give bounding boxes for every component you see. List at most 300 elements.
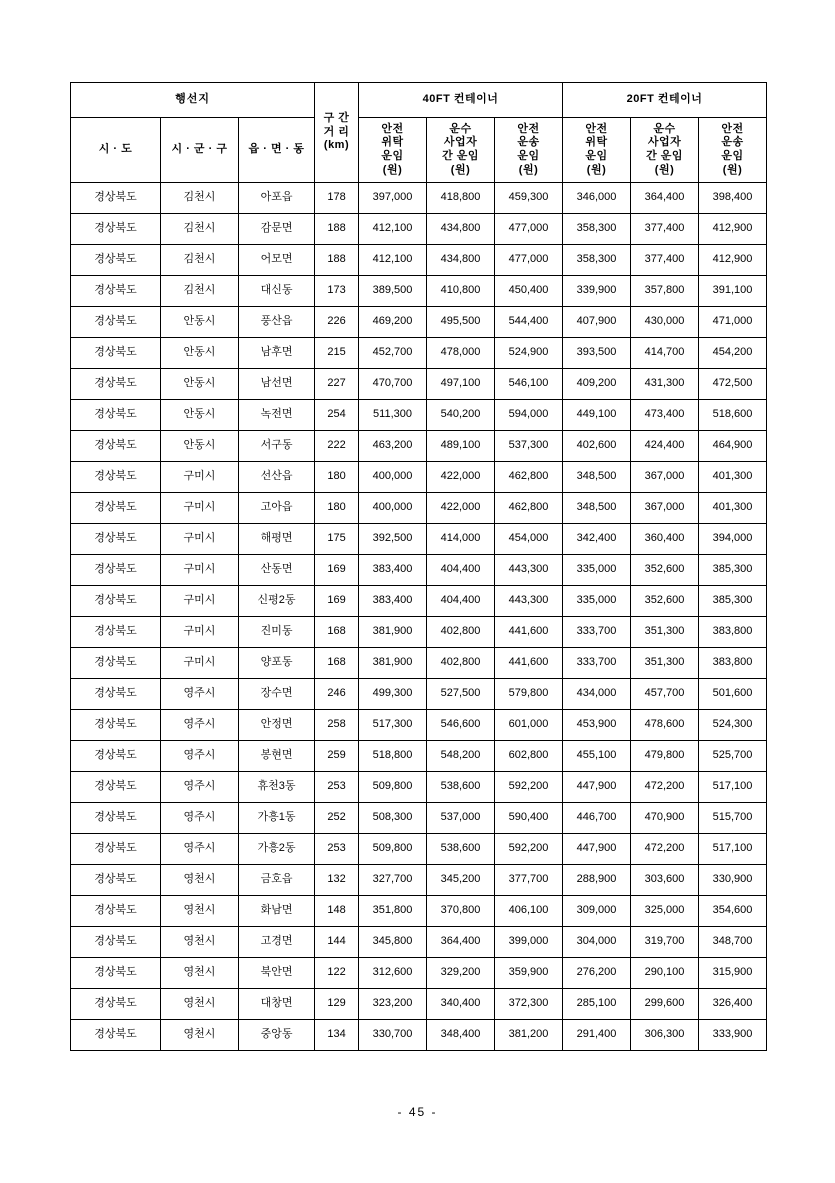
cell-40ft-carrier-fare: 546,600 bbox=[427, 710, 495, 741]
cell-distance: 188 bbox=[315, 245, 359, 276]
cell-eupmyeondong: 감문면 bbox=[239, 214, 315, 245]
cell-20ft-carrier-fare: 470,900 bbox=[631, 803, 699, 834]
cell-20ft-carrier-fare: 430,000 bbox=[631, 307, 699, 338]
cell-40ft-carrier-fare: 422,000 bbox=[427, 493, 495, 524]
table-row bbox=[71, 214, 767, 245]
cell-40ft-safe-trust-fare: 397,000 bbox=[359, 183, 427, 214]
cell-distance: 258 bbox=[315, 710, 359, 741]
cell-20ft-safe-trust-fare: 402,600 bbox=[563, 431, 631, 462]
table-row bbox=[71, 245, 767, 276]
cell-40ft-carrier-fare: 497,100 bbox=[427, 369, 495, 400]
cell-sido: 경상북도 bbox=[71, 245, 161, 276]
cell-20ft-carrier-fare: 360,400 bbox=[631, 524, 699, 555]
cell-eupmyeondong: 대신동 bbox=[239, 276, 315, 307]
cell-20ft-safe-transport-fare: 348,700 bbox=[699, 927, 767, 958]
cell-sigungu: 김천시 bbox=[161, 214, 239, 245]
cell-distance: 188 bbox=[315, 214, 359, 245]
cell-40ft-safe-transport-fare: 592,200 bbox=[495, 834, 563, 865]
label-line: 간 운임 bbox=[646, 150, 683, 162]
cell-sigungu: 김천시 bbox=[161, 183, 239, 214]
cell-distance: 215 bbox=[315, 338, 359, 369]
cell-20ft-safe-transport-fare: 401,300 bbox=[699, 462, 767, 493]
cell-sido: 경상북도 bbox=[71, 524, 161, 555]
cell-distance: 122 bbox=[315, 958, 359, 989]
cell-40ft-safe-transport-fare: 399,000 bbox=[495, 927, 563, 958]
cell-distance: 134 bbox=[315, 1020, 359, 1051]
cell-20ft-safe-transport-fare: 501,600 bbox=[699, 679, 767, 710]
cell-20ft-safe-trust-fare: 339,900 bbox=[563, 276, 631, 307]
cell-20ft-carrier-fare: 472,200 bbox=[631, 834, 699, 865]
cell-sido: 경상북도 bbox=[71, 555, 161, 586]
page-number: - 45 - bbox=[397, 1105, 438, 1119]
cell-20ft-carrier-fare: 351,300 bbox=[631, 648, 699, 679]
cell-20ft-carrier-fare: 352,600 bbox=[631, 586, 699, 617]
table-row bbox=[71, 555, 767, 586]
cell-20ft-safe-transport-fare: 354,600 bbox=[699, 896, 767, 927]
cell-20ft-safe-trust-fare: 333,700 bbox=[563, 648, 631, 679]
cell-sigungu: 안동시 bbox=[161, 338, 239, 369]
cell-40ft-safe-trust-fare: 518,800 bbox=[359, 741, 427, 772]
cell-40ft-safe-trust-fare: 463,200 bbox=[359, 431, 427, 462]
cell-distance: 169 bbox=[315, 555, 359, 586]
cell-20ft-safe-trust-fare: 407,900 bbox=[563, 307, 631, 338]
cell-40ft-carrier-fare: 345,200 bbox=[427, 865, 495, 896]
cell-distance: 253 bbox=[315, 834, 359, 865]
cell-20ft-safe-transport-fare: 385,300 bbox=[699, 586, 767, 617]
cell-40ft-safe-transport-fare: 462,800 bbox=[495, 493, 563, 524]
cell-20ft-safe-transport-fare: 471,000 bbox=[699, 307, 767, 338]
cell-20ft-carrier-fare: 414,700 bbox=[631, 338, 699, 369]
cell-40ft-safe-transport-fare: 594,000 bbox=[495, 400, 563, 431]
header-sido: 시 · 도 bbox=[71, 118, 161, 183]
cell-distance: 148 bbox=[315, 896, 359, 927]
label-line: 안전 bbox=[721, 122, 744, 135]
cell-40ft-carrier-fare: 404,400 bbox=[427, 586, 495, 617]
cell-20ft-safe-transport-fare: 517,100 bbox=[699, 772, 767, 803]
cell-20ft-safe-trust-fare: 434,000 bbox=[563, 679, 631, 710]
cell-sigungu: 구미시 bbox=[161, 648, 239, 679]
cell-sigungu: 구미시 bbox=[161, 586, 239, 617]
label-line: (원) bbox=[382, 163, 403, 176]
header-distance-line1: 구 간 bbox=[323, 111, 350, 124]
header-destination-group: 행선지 bbox=[71, 83, 315, 118]
cell-40ft-safe-trust-fare: 383,400 bbox=[359, 586, 427, 617]
cell-20ft-safe-trust-fare: 446,700 bbox=[563, 803, 631, 834]
cell-40ft-safe-trust-fare: 312,600 bbox=[359, 958, 427, 989]
cell-20ft-safe-transport-fare: 454,200 bbox=[699, 338, 767, 369]
cell-20ft-safe-transport-fare: 326,400 bbox=[699, 989, 767, 1020]
cell-40ft-safe-transport-fare: 454,000 bbox=[495, 524, 563, 555]
cell-20ft-safe-transport-fare: 525,700 bbox=[699, 741, 767, 772]
cell-sido: 경상북도 bbox=[71, 276, 161, 307]
cell-sigungu: 안동시 bbox=[161, 431, 239, 462]
cell-20ft-safe-transport-fare: 464,900 bbox=[699, 431, 767, 462]
cell-20ft-safe-trust-fare: 288,900 bbox=[563, 865, 631, 896]
table-row bbox=[71, 400, 767, 431]
cell-40ft-safe-transport-fare: 459,300 bbox=[495, 183, 563, 214]
cell-40ft-carrier-fare: 348,400 bbox=[427, 1020, 495, 1051]
table-row bbox=[71, 896, 767, 927]
cell-sigungu: 영주시 bbox=[161, 772, 239, 803]
cell-40ft-safe-trust-fare: 345,800 bbox=[359, 927, 427, 958]
cell-40ft-safe-transport-fare: 579,800 bbox=[495, 679, 563, 710]
cell-eupmyeondong: 남선면 bbox=[239, 369, 315, 400]
cell-sigungu: 안동시 bbox=[161, 400, 239, 431]
cell-40ft-safe-trust-fare: 470,700 bbox=[359, 369, 427, 400]
label-line: 운임 bbox=[585, 150, 608, 162]
cell-40ft-carrier-fare: 410,800 bbox=[427, 276, 495, 307]
cell-40ft-carrier-fare: 537,000 bbox=[427, 803, 495, 834]
cell-eupmyeondong: 서구동 bbox=[239, 431, 315, 462]
cell-sido: 경상북도 bbox=[71, 896, 161, 927]
label-line: 운임 bbox=[381, 150, 404, 162]
cell-sigungu: 영천시 bbox=[161, 927, 239, 958]
cell-distance: 175 bbox=[315, 524, 359, 555]
cell-40ft-safe-trust-fare: 327,700 bbox=[359, 865, 427, 896]
cell-40ft-carrier-fare: 538,600 bbox=[427, 834, 495, 865]
cell-40ft-safe-transport-fare: 524,900 bbox=[495, 338, 563, 369]
cell-40ft-safe-trust-fare: 330,700 bbox=[359, 1020, 427, 1051]
table-row bbox=[71, 741, 767, 772]
table-row bbox=[71, 276, 767, 307]
cell-40ft-carrier-fare: 495,500 bbox=[427, 307, 495, 338]
cell-sido: 경상북도 bbox=[71, 865, 161, 896]
cell-40ft-safe-transport-fare: 537,300 bbox=[495, 431, 563, 462]
cell-40ft-carrier-fare: 434,800 bbox=[427, 245, 495, 276]
cell-sido: 경상북도 bbox=[71, 183, 161, 214]
cell-sigungu: 구미시 bbox=[161, 617, 239, 648]
cell-20ft-safe-trust-fare: 348,500 bbox=[563, 493, 631, 524]
cell-40ft-carrier-fare: 540,200 bbox=[427, 400, 495, 431]
cell-20ft-safe-transport-fare: 412,900 bbox=[699, 214, 767, 245]
cell-40ft-safe-trust-fare: 517,300 bbox=[359, 710, 427, 741]
cell-20ft-safe-trust-fare: 346,000 bbox=[563, 183, 631, 214]
label-line: 운임 bbox=[517, 150, 540, 162]
table-row bbox=[71, 772, 767, 803]
cell-40ft-carrier-fare: 364,400 bbox=[427, 927, 495, 958]
cell-sigungu: 영천시 bbox=[161, 896, 239, 927]
header-container-40ft: 40FT 컨테이너 bbox=[359, 83, 563, 118]
cell-20ft-carrier-fare: 478,600 bbox=[631, 710, 699, 741]
table-row bbox=[71, 648, 767, 679]
cell-sigungu: 영천시 bbox=[161, 958, 239, 989]
label-line: 운송 bbox=[721, 136, 744, 149]
table-row bbox=[71, 803, 767, 834]
label-line: 운송 bbox=[517, 136, 540, 149]
cell-40ft-safe-transport-fare: 602,800 bbox=[495, 741, 563, 772]
cell-eupmyeondong: 선산읍 bbox=[239, 462, 315, 493]
cell-20ft-safe-trust-fare: 453,900 bbox=[563, 710, 631, 741]
cell-40ft-carrier-fare: 489,100 bbox=[427, 431, 495, 462]
table-row bbox=[71, 493, 767, 524]
cell-distance: 180 bbox=[315, 462, 359, 493]
cell-eupmyeondong: 녹전면 bbox=[239, 400, 315, 431]
table-row bbox=[71, 369, 767, 400]
cell-40ft-carrier-fare: 329,200 bbox=[427, 958, 495, 989]
cell-20ft-safe-transport-fare: 315,900 bbox=[699, 958, 767, 989]
cell-40ft-carrier-fare: 340,400 bbox=[427, 989, 495, 1020]
cell-20ft-safe-trust-fare: 358,300 bbox=[563, 245, 631, 276]
cell-20ft-safe-transport-fare: 472,500 bbox=[699, 369, 767, 400]
label-line: 운수 bbox=[449, 122, 472, 135]
cell-distance: 169 bbox=[315, 586, 359, 617]
cell-40ft-safe-trust-fare: 469,200 bbox=[359, 307, 427, 338]
cell-sido: 경상북도 bbox=[71, 462, 161, 493]
cell-20ft-carrier-fare: 473,400 bbox=[631, 400, 699, 431]
cell-sido: 경상북도 bbox=[71, 927, 161, 958]
cell-40ft-carrier-fare: 422,000 bbox=[427, 462, 495, 493]
cell-20ft-carrier-fare: 367,000 bbox=[631, 462, 699, 493]
label-line: (원) bbox=[450, 163, 471, 176]
cell-40ft-carrier-fare: 538,600 bbox=[427, 772, 495, 803]
cell-sigungu: 영주시 bbox=[161, 741, 239, 772]
cell-sigungu: 구미시 bbox=[161, 462, 239, 493]
freight-rate-table bbox=[70, 82, 767, 1051]
cell-40ft-safe-trust-fare: 389,500 bbox=[359, 276, 427, 307]
cell-distance: 254 bbox=[315, 400, 359, 431]
cell-20ft-safe-trust-fare: 358,300 bbox=[563, 214, 631, 245]
cell-40ft-safe-trust-fare: 499,300 bbox=[359, 679, 427, 710]
cell-40ft-safe-transport-fare: 450,400 bbox=[495, 276, 563, 307]
cell-20ft-carrier-fare: 357,800 bbox=[631, 276, 699, 307]
cell-20ft-safe-trust-fare: 409,200 bbox=[563, 369, 631, 400]
label-line: 안전 bbox=[381, 122, 404, 135]
cell-40ft-safe-transport-fare: 441,600 bbox=[495, 617, 563, 648]
label-line: 운임 bbox=[721, 150, 744, 162]
cell-sigungu: 영천시 bbox=[161, 865, 239, 896]
header-20ft-carrier-fare bbox=[631, 118, 699, 183]
cell-40ft-safe-transport-fare: 406,100 bbox=[495, 896, 563, 927]
cell-40ft-safe-trust-fare: 509,800 bbox=[359, 772, 427, 803]
cell-20ft-safe-transport-fare: 391,100 bbox=[699, 276, 767, 307]
cell-distance: 253 bbox=[315, 772, 359, 803]
cell-sigungu: 김천시 bbox=[161, 245, 239, 276]
cell-20ft-safe-trust-fare: 291,400 bbox=[563, 1020, 631, 1051]
cell-eupmyeondong: 고경면 bbox=[239, 927, 315, 958]
cell-20ft-carrier-fare: 367,000 bbox=[631, 493, 699, 524]
cell-20ft-safe-transport-fare: 383,800 bbox=[699, 617, 767, 648]
label-line: 위탁 bbox=[585, 136, 608, 149]
cell-40ft-safe-trust-fare: 509,800 bbox=[359, 834, 427, 865]
cell-20ft-carrier-fare: 364,400 bbox=[631, 183, 699, 214]
cell-20ft-safe-trust-fare: 455,100 bbox=[563, 741, 631, 772]
cell-distance: 178 bbox=[315, 183, 359, 214]
cell-40ft-carrier-fare: 418,800 bbox=[427, 183, 495, 214]
cell-20ft-carrier-fare: 377,400 bbox=[631, 214, 699, 245]
cell-40ft-safe-transport-fare: 443,300 bbox=[495, 555, 563, 586]
cell-eupmyeondong: 대창면 bbox=[239, 989, 315, 1020]
cell-20ft-safe-trust-fare: 393,500 bbox=[563, 338, 631, 369]
cell-20ft-safe-trust-fare: 335,000 bbox=[563, 586, 631, 617]
table-header bbox=[71, 83, 767, 183]
cell-40ft-safe-transport-fare: 372,300 bbox=[495, 989, 563, 1020]
cell-20ft-safe-transport-fare: 330,900 bbox=[699, 865, 767, 896]
cell-eupmyeondong: 가흥1동 bbox=[239, 803, 315, 834]
cell-20ft-carrier-fare: 351,300 bbox=[631, 617, 699, 648]
cell-eupmyeondong: 봉현면 bbox=[239, 741, 315, 772]
cell-20ft-safe-trust-fare: 304,000 bbox=[563, 927, 631, 958]
cell-distance: 259 bbox=[315, 741, 359, 772]
label-line: 안전 bbox=[517, 122, 540, 135]
cell-40ft-safe-transport-fare: 590,400 bbox=[495, 803, 563, 834]
cell-40ft-safe-trust-fare: 400,000 bbox=[359, 493, 427, 524]
cell-40ft-safe-trust-fare: 400,000 bbox=[359, 462, 427, 493]
cell-20ft-carrier-fare: 377,400 bbox=[631, 245, 699, 276]
cell-20ft-carrier-fare: 325,000 bbox=[631, 896, 699, 927]
header-sigungu: 시 · 군 · 구 bbox=[161, 118, 239, 183]
cell-20ft-safe-trust-fare: 333,700 bbox=[563, 617, 631, 648]
cell-eupmyeondong: 휴천3동 bbox=[239, 772, 315, 803]
cell-distance: 173 bbox=[315, 276, 359, 307]
header-40ft-carrier-fare bbox=[427, 118, 495, 183]
cell-sigungu: 영주시 bbox=[161, 710, 239, 741]
label-line: 안전 bbox=[585, 122, 608, 135]
table-header-row-sub bbox=[71, 118, 767, 183]
cell-eupmyeondong: 남후면 bbox=[239, 338, 315, 369]
cell-40ft-safe-transport-fare: 443,300 bbox=[495, 586, 563, 617]
table-row bbox=[71, 989, 767, 1020]
freight-rate-table-container bbox=[70, 82, 764, 1051]
header-eupmyeondong: 읍 · 면 · 동 bbox=[239, 118, 315, 183]
label-line: 사업자 bbox=[443, 136, 478, 149]
cell-40ft-safe-trust-fare: 511,300 bbox=[359, 400, 427, 431]
label-line: 운수 bbox=[653, 122, 676, 135]
cell-40ft-safe-trust-fare: 323,200 bbox=[359, 989, 427, 1020]
header-20ft-safe-transport-fare bbox=[699, 118, 767, 183]
cell-sigungu: 김천시 bbox=[161, 276, 239, 307]
cell-40ft-carrier-fare: 414,000 bbox=[427, 524, 495, 555]
cell-sido: 경상북도 bbox=[71, 338, 161, 369]
cell-sigungu: 안동시 bbox=[161, 369, 239, 400]
cell-20ft-carrier-fare: 472,200 bbox=[631, 772, 699, 803]
cell-sigungu: 영천시 bbox=[161, 1020, 239, 1051]
cell-distance: 246 bbox=[315, 679, 359, 710]
cell-20ft-carrier-fare: 290,100 bbox=[631, 958, 699, 989]
cell-40ft-safe-trust-fare: 392,500 bbox=[359, 524, 427, 555]
cell-eupmyeondong: 어모면 bbox=[239, 245, 315, 276]
label-line: (원) bbox=[518, 163, 539, 176]
cell-20ft-safe-trust-fare: 342,400 bbox=[563, 524, 631, 555]
cell-distance: 168 bbox=[315, 617, 359, 648]
table-body bbox=[71, 183, 767, 1051]
cell-20ft-carrier-fare: 431,300 bbox=[631, 369, 699, 400]
cell-40ft-safe-trust-fare: 412,100 bbox=[359, 245, 427, 276]
cell-20ft-safe-transport-fare: 383,800 bbox=[699, 648, 767, 679]
cell-40ft-carrier-fare: 478,000 bbox=[427, 338, 495, 369]
cell-20ft-safe-trust-fare: 335,000 bbox=[563, 555, 631, 586]
cell-40ft-safe-trust-fare: 508,300 bbox=[359, 803, 427, 834]
cell-20ft-safe-transport-fare: 401,300 bbox=[699, 493, 767, 524]
header-distance bbox=[315, 83, 359, 183]
table-row bbox=[71, 183, 767, 214]
cell-20ft-carrier-fare: 457,700 bbox=[631, 679, 699, 710]
label-line: (원) bbox=[586, 163, 607, 176]
cell-20ft-carrier-fare: 303,600 bbox=[631, 865, 699, 896]
cell-20ft-carrier-fare: 352,600 bbox=[631, 555, 699, 586]
cell-20ft-safe-trust-fare: 309,000 bbox=[563, 896, 631, 927]
label-line: 위탁 bbox=[381, 136, 404, 149]
cell-40ft-carrier-fare: 402,800 bbox=[427, 648, 495, 679]
cell-sigungu: 영주시 bbox=[161, 803, 239, 834]
cell-distance: 144 bbox=[315, 927, 359, 958]
cell-eupmyeondong: 신평2동 bbox=[239, 586, 315, 617]
cell-sido: 경상북도 bbox=[71, 989, 161, 1020]
cell-20ft-safe-transport-fare: 394,000 bbox=[699, 524, 767, 555]
cell-20ft-carrier-fare: 299,600 bbox=[631, 989, 699, 1020]
cell-eupmyeondong: 풍산읍 bbox=[239, 307, 315, 338]
cell-sido: 경상북도 bbox=[71, 679, 161, 710]
cell-eupmyeondong: 양포동 bbox=[239, 648, 315, 679]
cell-sido: 경상북도 bbox=[71, 431, 161, 462]
cell-20ft-safe-trust-fare: 348,500 bbox=[563, 462, 631, 493]
header-40ft-safe-transport-fare bbox=[495, 118, 563, 183]
cell-40ft-carrier-fare: 548,200 bbox=[427, 741, 495, 772]
cell-20ft-safe-transport-fare: 518,600 bbox=[699, 400, 767, 431]
cell-sido: 경상북도 bbox=[71, 741, 161, 772]
cell-40ft-safe-trust-fare: 381,900 bbox=[359, 648, 427, 679]
cell-sido: 경상북도 bbox=[71, 772, 161, 803]
cell-sido: 경상북도 bbox=[71, 648, 161, 679]
cell-sido: 경상북도 bbox=[71, 214, 161, 245]
table-row bbox=[71, 834, 767, 865]
cell-eupmyeondong: 북안면 bbox=[239, 958, 315, 989]
cell-distance: 180 bbox=[315, 493, 359, 524]
cell-eupmyeondong: 가흥2동 bbox=[239, 834, 315, 865]
cell-40ft-carrier-fare: 404,400 bbox=[427, 555, 495, 586]
table-row bbox=[71, 307, 767, 338]
cell-40ft-safe-transport-fare: 381,200 bbox=[495, 1020, 563, 1051]
cell-40ft-safe-trust-fare: 452,700 bbox=[359, 338, 427, 369]
cell-20ft-safe-transport-fare: 398,400 bbox=[699, 183, 767, 214]
label-line: (원) bbox=[722, 163, 743, 176]
cell-20ft-safe-trust-fare: 276,200 bbox=[563, 958, 631, 989]
cell-40ft-safe-transport-fare: 359,900 bbox=[495, 958, 563, 989]
cell-40ft-carrier-fare: 434,800 bbox=[427, 214, 495, 245]
table-row bbox=[71, 524, 767, 555]
cell-40ft-carrier-fare: 527,500 bbox=[427, 679, 495, 710]
cell-sigungu: 안동시 bbox=[161, 307, 239, 338]
cell-sido: 경상북도 bbox=[71, 617, 161, 648]
cell-distance: 168 bbox=[315, 648, 359, 679]
cell-distance: 132 bbox=[315, 865, 359, 896]
header-container-20ft: 20FT 컨테이너 bbox=[563, 83, 767, 118]
header-distance-line3: (km) bbox=[323, 139, 350, 152]
table-row bbox=[71, 958, 767, 989]
cell-eupmyeondong: 장수면 bbox=[239, 679, 315, 710]
cell-eupmyeondong: 금호읍 bbox=[239, 865, 315, 896]
cell-sido: 경상북도 bbox=[71, 1020, 161, 1051]
cell-sigungu: 영주시 bbox=[161, 679, 239, 710]
table-row bbox=[71, 927, 767, 958]
cell-sigungu: 구미시 bbox=[161, 493, 239, 524]
header-distance-line2: 거 리 bbox=[323, 125, 350, 138]
table-row bbox=[71, 462, 767, 493]
cell-20ft-carrier-fare: 479,800 bbox=[631, 741, 699, 772]
cell-40ft-safe-transport-fare: 592,200 bbox=[495, 772, 563, 803]
table-row bbox=[71, 1020, 767, 1051]
cell-distance: 227 bbox=[315, 369, 359, 400]
cell-distance: 226 bbox=[315, 307, 359, 338]
cell-20ft-safe-transport-fare: 524,300 bbox=[699, 710, 767, 741]
cell-eupmyeondong: 진미동 bbox=[239, 617, 315, 648]
cell-20ft-safe-transport-fare: 333,900 bbox=[699, 1020, 767, 1051]
cell-eupmyeondong: 화남면 bbox=[239, 896, 315, 927]
cell-20ft-safe-trust-fare: 285,100 bbox=[563, 989, 631, 1020]
cell-eupmyeondong: 안정면 bbox=[239, 710, 315, 741]
cell-20ft-carrier-fare: 319,700 bbox=[631, 927, 699, 958]
cell-40ft-carrier-fare: 370,800 bbox=[427, 896, 495, 927]
cell-40ft-safe-transport-fare: 546,100 bbox=[495, 369, 563, 400]
